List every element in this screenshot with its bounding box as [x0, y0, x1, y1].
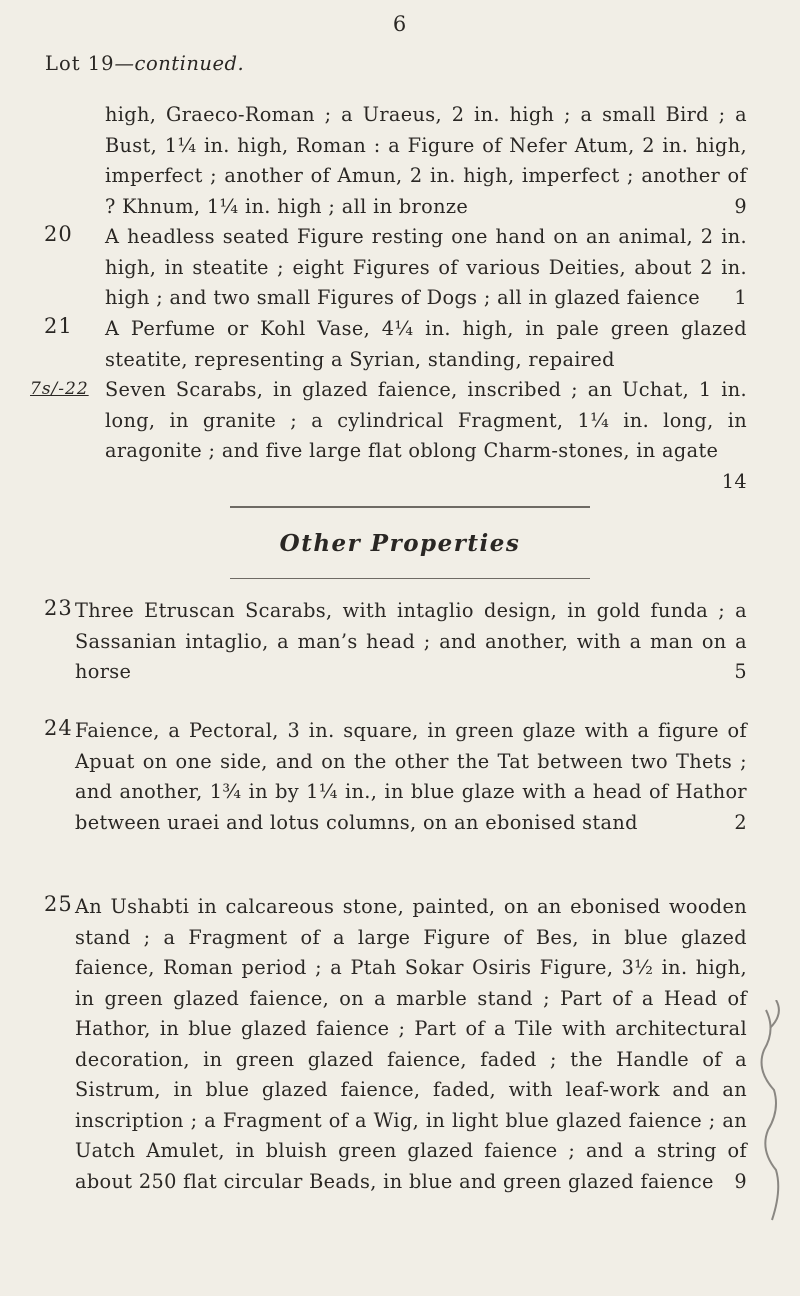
lot-20-description: A headless seated Figure resting one hand on an animal, 2 in. high, in steatite ; eight Figures of various Deities, about 2 in. high ; and two small Figures of Dogs ; all in glazed faience: [105, 225, 747, 309]
lot-19-description: high, Graeco-Roman ; a Uraeus, 2 in. high ; a small Bird ; a Bust, 1¼ in. high, Roman : a Figure of Nefer Atum, 2 in. high, imperfect ; another of Amun, 2 in. high, imperfect ; another of ? Khnum, 1¼ in. high ; all in bronze: [105, 103, 747, 218]
lot-24-value: 2: [734, 810, 747, 834]
lot-header-continued: —continued.: [114, 52, 245, 75]
lot-23-value: 5: [734, 660, 747, 683]
lot-23-description: Three Etruscan Scarabs, with intaglio design, in gold funda ; a Sassanian intaglio, a man’s head ; and another, with a man on a horse: [75, 599, 747, 683]
lot-header-label: Lot 19: [45, 52, 115, 75]
lot-22-value: 14: [721, 469, 747, 493]
section-heading: Other Properties: [279, 530, 521, 557]
lot-22-text: [105, 375, 747, 497]
lot-24-number: 24: [44, 716, 73, 740]
lot-25-value: 9: [734, 1169, 747, 1193]
lot-22-description: Seven Scarabs, in glazed faience, inscribed ; an Uchat, 1 in. long, in granite ; a cylindrical Fragment, 1¼ in. long, in aragonite ; and five large flat oblong Charm-stones, in agate: [105, 378, 747, 462]
lot-23-number: 23: [44, 596, 73, 620]
lot-25-description: An Ushabti in calcareous stone, painted, on an ebonised wooden stand ; a Fragment of a large Figure of Bes, in blue glazed faience, Roman period ; a Ptah Sokar Osiris Figure, 3½ in. high, in green glazed faience, on a marble stand ; Part of a Head of Hathor, in blue glazed faience ; Part of a Tile with architectural decoration, in green glazed faience, faded ; the Handle of a Sistrum, in blue glazed faience, faded, with leaf-work and an inscription ; a Fragment of a Wig, in light blue glazed faience ; an Uatch Amulet, in bluish green glazed faience ; and a string of about 250 flat circular Beads, in blue and green glazed faience: [75, 895, 747, 1193]
pencil-scribble-mark: [752, 1000, 792, 1260]
section-divider-bottom: [230, 578, 590, 579]
lot-20-value: 1: [734, 286, 747, 309]
lot-header: [45, 52, 244, 75]
lot-21-text: [105, 314, 747, 375]
lot-19-text: [105, 100, 747, 222]
lot-23-text: [75, 596, 747, 688]
lot-22-number: 7s/-22: [30, 379, 89, 399]
lot-19-value: 9: [734, 194, 747, 218]
lot-21-number: 21: [44, 314, 73, 338]
lot-21-description: A Perfume or Kohl Vase, 4¼ in. high, in pale green glazed steatite, representing a Syrian, standing, repaired: [105, 317, 747, 371]
lot-24-text: [75, 716, 747, 838]
lot-25-number: 25: [44, 892, 73, 916]
section-divider-top: [230, 506, 590, 508]
lot-20-number: 20: [44, 222, 73, 246]
page-number: 6: [392, 12, 408, 36]
lot-20-text: [105, 222, 747, 314]
lot-25-text: [75, 892, 747, 1197]
lot-24-description: Faience, a Pectoral, 3 in. square, in green glaze with a figure of Apuat on one side, and on the other the Tat between two Thets ; and another, 1¾ in by 1¼ in., in blue glaze with a head of Hathor between uraei and lotus columns, on an ebonised stand: [75, 719, 747, 834]
